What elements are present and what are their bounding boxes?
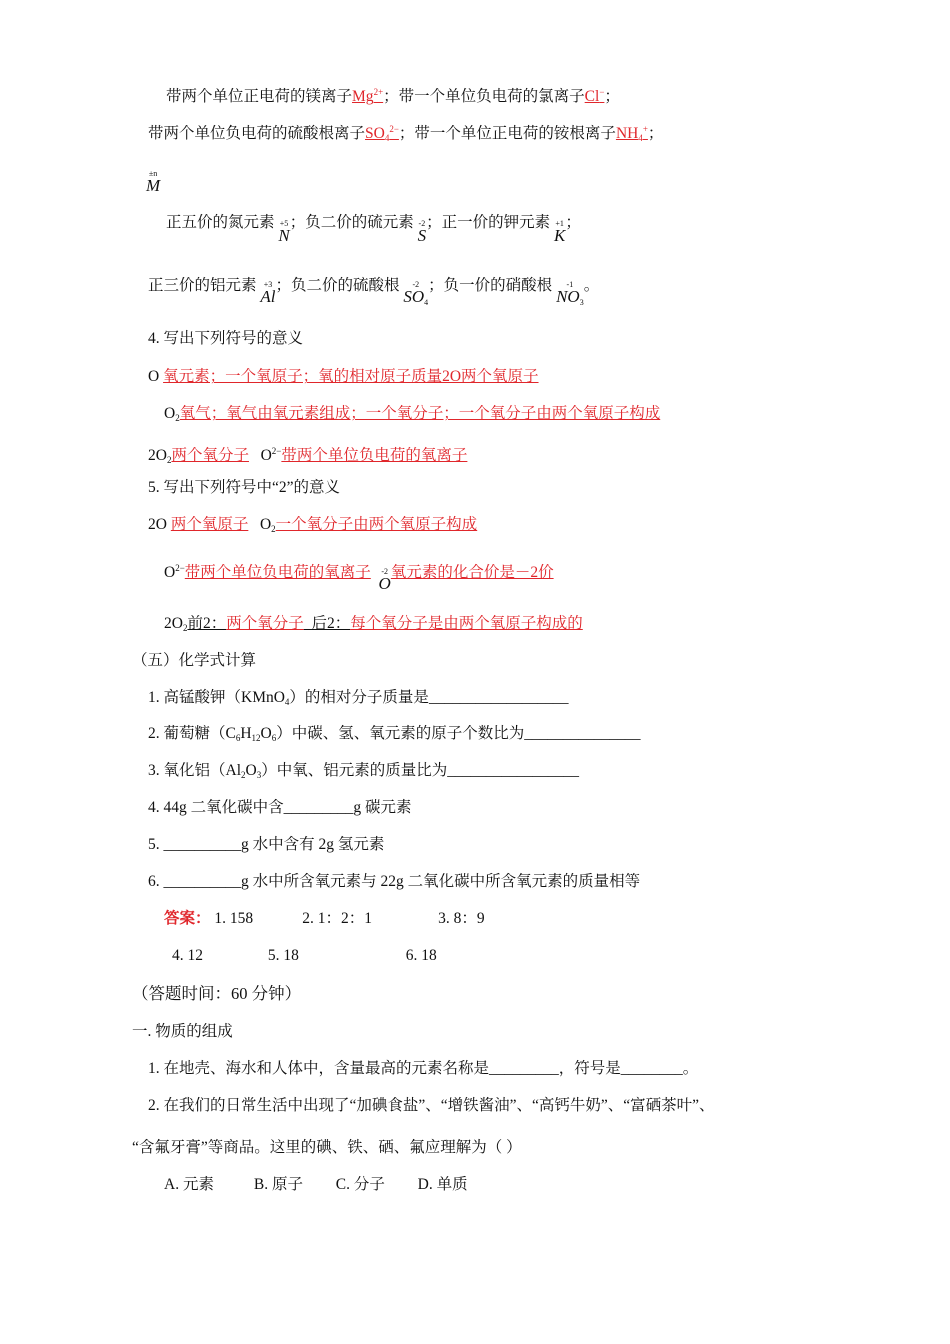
valence-symbol-m: ±n M	[146, 169, 161, 195]
sec1-q2-line-1: 2. 在我们的日常生活中出现了“加碘食盐”、“增铁酱油”、“高钙牛奶”、“富硒茶叶”、	[148, 1097, 715, 1114]
q5-line-3: $2O_2$前2：两个氧分子 后2：每个氧分子是由两个氧原子构成的	[164, 615, 583, 633]
option-a[interactable]: A. 元素	[164, 1176, 214, 1193]
calc-q2-blank[interactable]: _______________	[524, 725, 641, 742]
valence-al: +3 Al	[260, 280, 276, 306]
q5-o2-answer: 一个氧分子由两个氧原子构成	[275, 516, 478, 533]
sulfate-ion-answer: $SO_4^{2-}$	[365, 124, 399, 143]
q5-front-2-answer: 两个氧分子	[226, 615, 304, 632]
calc-q1-blank[interactable]: __________________	[428, 689, 569, 706]
sec1-q2-line-2: “含氟牙膏”等商品。这里的碘、铁、硒、氟应理解为（ ）	[132, 1139, 522, 1156]
valence-line-2: 正三价的铝元素 +3 Al；负二价的硫酸根 -2 $SO_4$；负一价的硝酸根 -1 $NO_3$。	[148, 275, 599, 301]
calc-q5: 5. __________g 水中含有 2g 氢元素	[148, 836, 385, 853]
section-1-heading: 一. 物质的组成	[132, 1023, 233, 1040]
q5-back-2-answer: 每个氧分子是由两个氧原子构成的	[350, 615, 583, 632]
option-b[interactable]: B. 原子	[253, 1176, 303, 1193]
sec1-q1: 1. 在地壳、海水和人体中，含量最高的元素名称是_________，符号是________。	[148, 1060, 699, 1077]
calc-q4: 4. 44g 二氧化碳中含_________g 碳元素	[148, 799, 412, 816]
q4-o2-line: $O_2$氧气；氧气由氧元素组成；一个氧分子；一个氧分子由两个氧原子构成	[164, 405, 661, 423]
q4-o2-answer: 氧气；氧气由氧元素组成；一个氧分子；一个氧分子由两个氧原子构成	[179, 405, 661, 422]
time-note: （答题时间：60 分钟）	[132, 984, 302, 1003]
q5-2o-answer: 两个氧原子	[170, 516, 249, 533]
q5-oxide-ion-answer: 带两个单位负电荷的氧离子	[184, 564, 371, 581]
calc-q6-blank[interactable]: __________	[163, 873, 241, 890]
q5-line-1: 2O 两个氧原子 $O_2$一个氧分子由两个氧原子构成	[148, 516, 478, 534]
sec1-q1-blank-symbol[interactable]: ________	[620, 1060, 683, 1077]
sec1-q2-options	[164, 1175, 468, 1195]
calc-heading: （五）化学式计算	[132, 652, 257, 669]
valence-line-1: 正五价的氮元素 +5 N；负二价的硫元素 -2 S；正一价的钾元素 +1 K；	[166, 214, 581, 245]
valence-k: +1 K	[554, 219, 566, 245]
mg-ion-answer: $Mg^{2+}$	[352, 87, 384, 105]
calc-q2: 2. 葡萄糖$(C_6H_{12}O_6)$中碳、氢、氧元素的原子个数比为_______________	[148, 725, 641, 743]
q4-o-line: O 氧元素；一个氧原子；氧的相对原子质量2O两个氧原子	[148, 368, 539, 385]
calc-answers-row-1: 答案： 1. 158 2. 1：2：1 3. 8：9	[164, 910, 485, 927]
q5-line-2: $O^{2-}$带两个单位负电荷的氧离子 -2 O氧元素的化合价是－2价	[164, 563, 554, 593]
valence-so4: -2 $SO_4$	[403, 280, 429, 307]
calc-q6: 6. __________g 水中所含氧元素与 22g 二氧化碳中所含氧元素的质量相等	[148, 873, 641, 890]
question-4-title: 4. 写出下列符号的意义	[148, 330, 304, 347]
calc-q5-blank[interactable]: __________	[163, 836, 241, 853]
calc-q4-blank[interactable]: _________	[283, 799, 354, 816]
valence-o: -2 O	[378, 567, 391, 593]
calc-q1: 1. 高锰酸钾（KMnO$_4$）的相对分子质量是__________________	[148, 689, 569, 707]
q5-o-valence-answer: 氧元素的化合价是－2价	[390, 564, 554, 581]
q4-2o2-line: $2O_2$两个氧分子 $O^{2-}$带两个单位负电荷的氧离子	[148, 446, 468, 465]
q4-oxide-ion-answer: 带两个单位负电荷的氧离子	[281, 447, 468, 464]
option-d[interactable]: D. 单质	[417, 1176, 468, 1193]
q4-2o2-answer: 两个氧分子	[171, 447, 249, 464]
ion-line-2: 带两个单位负电荷的硫酸根离子$SO_4^{2-}$；带一个单位正电荷的铵根离子$NH_4^+$；	[148, 124, 664, 143]
calc-q3-blank[interactable]: _________________	[447, 762, 579, 779]
sec1-q1-blank-name[interactable]: _________	[489, 1060, 559, 1077]
valence-n: +5 N	[278, 219, 290, 245]
option-c[interactable]: C. 分子	[335, 1176, 385, 1193]
calc-q3: 3. 氧化铝$(Al_2O_3)$中氧、铝元素的质量比为_________________	[148, 762, 579, 780]
calc-answers-row-2: 4. 12 5. 18 6. 18	[172, 947, 437, 964]
q4-o-answer: 氧元素；一个氧原子；氧的相对原子质量2O两个氧原子	[163, 368, 539, 385]
answers-label: 答案：	[164, 910, 211, 927]
ion-line-1: 带两个单位正电荷的镁离子$Mg^{2+}$；带一个单位负电荷的氯离子Cl−；	[166, 87, 620, 105]
ammonium-ion-answer: $NH_4^+$	[615, 124, 648, 143]
question-5-title: 5. 写出下列符号中“2”的意义	[148, 479, 341, 496]
cl-ion-answer: Cl−	[584, 87, 605, 105]
valence-no3: -1 $NO_3$	[556, 280, 584, 307]
valence-s: -2 S	[417, 219, 427, 245]
